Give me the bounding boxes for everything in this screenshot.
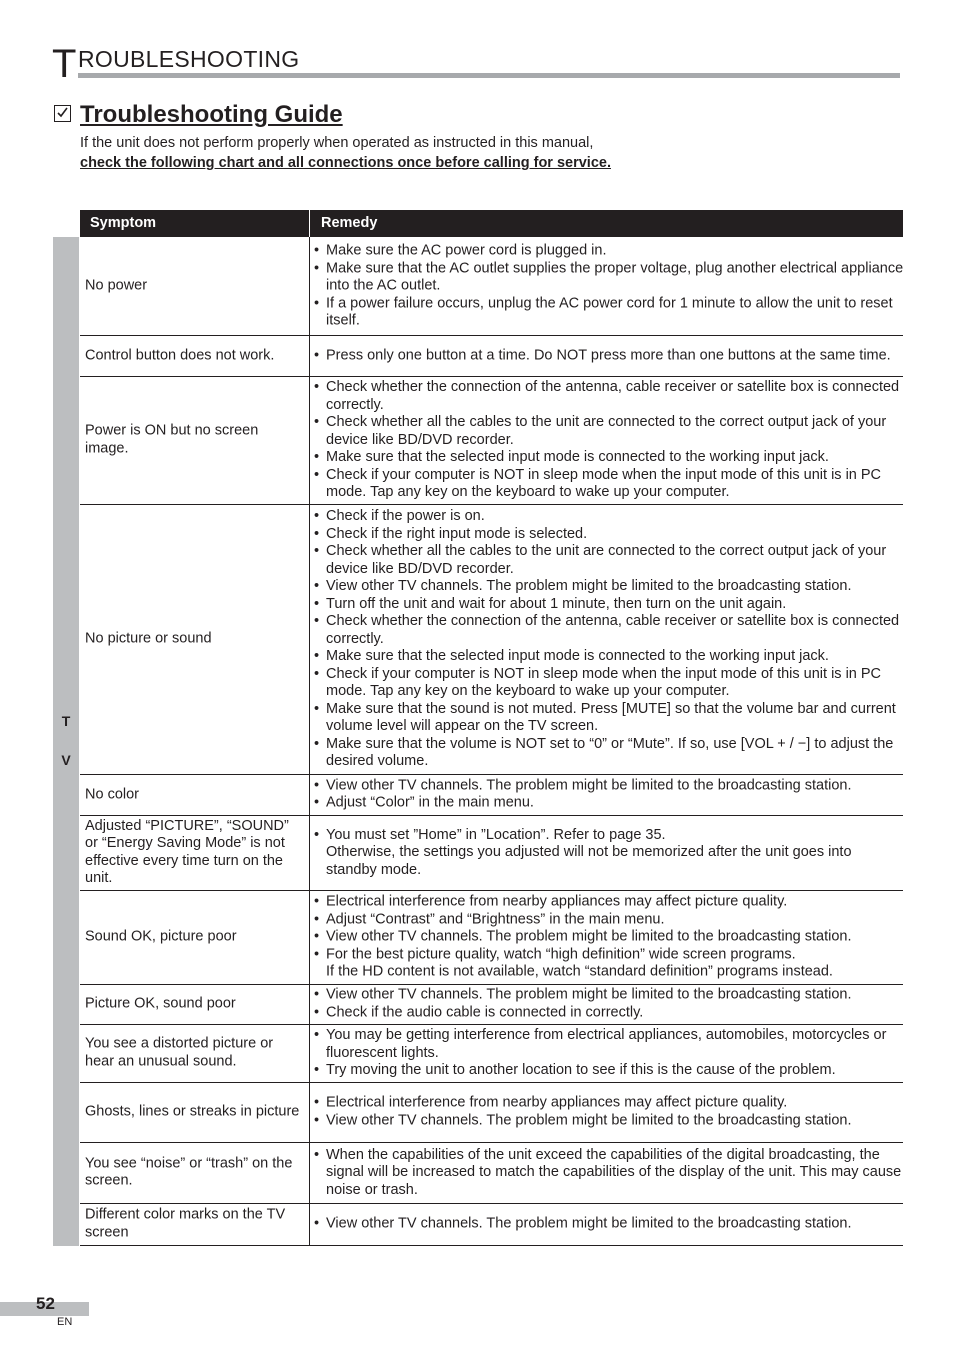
remedy-text: Adjust “Contrast” and “Brightness” in the main menu. [326,910,665,927]
remedy-item [314,613,904,648]
remedy-item [314,295,904,330]
intro-emphasis: check the following chart and all connections once before calling for service. [80,155,611,171]
bullet-icon: • [314,893,320,910]
column-divider [309,335,310,376]
remedy-item [314,379,904,414]
category-label: T [61,713,71,729]
bullet-icon: • [314,735,320,752]
remedy-text: Turn off the unit and wait for about 1 minute, then turn on the unit again. [326,595,787,612]
bullet-icon: • [314,1004,320,1020]
remedy-item [314,795,904,813]
symptom-cell: No picture or sound [85,630,212,647]
column-divider [309,890,310,984]
remedy-item [314,1095,904,1113]
bullet-icon: • [314,525,320,542]
bullet-icon: • [314,665,320,682]
table-row [80,376,903,505]
bullet-icon: • [314,826,320,843]
remedy-item [314,1062,904,1080]
remedy-text: View other TV channels. The problem might be limited to the broadcasting station. [326,777,852,793]
bullet-icon: • [314,466,320,483]
header-divider [309,210,310,237]
remedy-text: For the best picture quality, watch “high definition” wide screen programs. [326,945,796,962]
table-row [80,890,903,985]
symptom-cell: You see “noise” or “trash” on the screen. [85,1155,293,1189]
column-divider [309,774,310,815]
table-row [80,1203,903,1246]
column-divider [309,237,310,335]
bullet-icon: • [314,928,320,945]
section-header [52,44,902,84]
remedy-cell [314,242,904,330]
remedy-item [314,777,904,795]
table-row [80,1142,903,1204]
symptom-cell: You see a distorted picture or hear an unusual sound. [85,1035,274,1069]
remedy-text: Make sure that the AC outlet supplies the proper voltage, plug another electrical appliance into the AC outlet. [326,259,904,294]
table-row [80,237,903,336]
bullet-icon: • [314,612,320,629]
remedy-cell [314,1095,904,1130]
remedy-item [314,347,904,365]
symptom-cell: Control button does not work. [85,346,275,363]
bullet-icon: • [314,700,320,717]
guide-title: Troubleshooting Guide [80,101,343,128]
remedy-text: Check if your computer is NOT in sleep mode when the input mode of this unit is in PC mode. Tap any key on the keyboard to wake up your computer. [326,466,882,500]
remedy-header: Remedy [321,215,378,231]
remedy-item [314,525,904,543]
remedy-text: Check if the audio cable is connected in correctly. [326,1004,644,1020]
remedy-text: You may be getting interference from electrical appliances, automobiles, motorcycles or fluorescent lights. [326,1026,887,1061]
bullet-icon: • [314,595,320,612]
table-row [80,774,903,816]
remedy-text: Check whether all the cables to the unit are connected to the correct output jack of your device like BD/DVD recorder. [326,542,887,577]
remedy-cell [314,347,904,365]
remedy-item [314,946,904,964]
remedy-text: Try moving the unit to another location to see if this is the cause of the problem. [326,1061,836,1078]
remedy-item [314,242,904,260]
table-row [80,335,903,377]
remedy-text: Check whether the connection of the antenna, cable receiver or satellite box is connected correctly. [326,378,900,413]
header-title: ROUBLESHOOTING [78,46,300,72]
symptom-header: Symptom [90,215,157,231]
remedy-text: Otherwise, the settings you adjusted will not be memorized after the unit goes into standby mode. [326,843,852,878]
remedy-item [314,260,904,295]
remedy-item [314,893,904,911]
header-initial: T [52,42,77,86]
remedy-cell [314,777,904,812]
bullet-icon: • [314,346,320,363]
remedy-text: If the HD content is not available, watch “standard definition” programs instead. [326,963,833,980]
bullet-icon: • [314,1146,320,1163]
remedy-cell [314,826,904,879]
table-row [80,1024,903,1083]
language-label: EN [57,1316,73,1328]
remedy-item [314,414,904,449]
category-label: V [61,752,71,768]
remedy-text: Make sure that the selected input mode is connected to the working input jack. [326,647,829,664]
checkbox-icon [54,105,71,122]
remedy-item [314,1146,904,1199]
remedy-item [314,578,904,596]
symptom-cell: Ghosts, lines or streaks in picture [85,1103,300,1120]
remedy-item [314,449,904,467]
column-divider [309,1024,310,1082]
column-divider [309,815,310,890]
category-sidebar [53,237,79,1246]
remedy-item [314,543,904,578]
remedy-text: View other TV channels. The problem might be limited to the broadcasting station. [326,577,852,594]
bullet-icon: • [314,986,320,1003]
page-number: 52 [36,1294,55,1313]
remedy-text: When the capabilities of the unit exceed the capabilities of the digital broadcasting, the signal will be increased to match the capabilities of the display of the unit. This may cause noise or trash. [326,1146,902,1198]
remedy-cell [314,893,904,981]
remedy-cell [314,508,904,771]
remedy-item [314,595,904,613]
remedy-cell [314,1146,904,1199]
remedy-item [314,466,904,501]
bullet-icon: • [314,794,320,811]
bullet-icon: • [314,542,320,559]
remedy-cell [314,379,904,502]
remedy-item [314,844,904,879]
bullet-icon: • [314,242,320,259]
column-divider [309,504,310,774]
bullet-icon: • [314,945,320,962]
remedy-item [314,1027,904,1062]
bullet-icon: • [314,507,320,524]
remedy-item [314,1112,904,1130]
remedy-text: Electrical interference from nearby appliances may affect picture quality. [326,1094,788,1111]
bullet-icon: • [314,1061,320,1078]
remedy-text: Check whether all the cables to the unit are connected to the correct output jack of your device like BD/DVD recorder. [326,413,887,448]
header-rule [78,73,900,78]
remedy-text: Electrical interference from nearby appliances may affect picture quality. [326,893,788,910]
table-row [80,984,903,1025]
remedy-item [314,665,904,700]
remedy-text: View other TV channels. The problem might be limited to the broadcasting station. [326,986,852,1003]
remedy-text: Check if the power is on. [326,507,485,524]
remedy-item [314,928,904,946]
column-divider [309,1203,310,1245]
remedy-text: Adjust “Color” in the main menu. [326,794,534,811]
remedy-text: Make sure that the volume is NOT set to “0” or “Mute”. If so, use [VOL + / −] to adjust the desired volume. [326,735,894,769]
remedy-text: Press only one button at a time. Do NOT press more than one buttons at the same time. [326,346,891,363]
remedy-item [314,911,904,929]
bullet-icon: • [314,1026,320,1043]
table-row [80,815,903,891]
column-divider [309,1142,310,1203]
remedy-text: View other TV channels. The problem might be limited to the broadcasting station. [326,928,852,945]
bullet-icon: • [314,647,320,664]
remedy-text: Make sure that the selected input mode is connected to the working input jack. [326,448,829,465]
remedy-cell [314,1027,904,1080]
table-row [80,1082,903,1143]
symptom-cell: No color [85,785,139,802]
remedy-item [314,963,904,981]
remedy-item [314,987,904,1005]
remedy-text: Make sure the AC power cord is plugged in. [326,242,607,259]
column-divider [309,376,310,504]
remedy-item [314,1215,904,1233]
column-divider [309,984,310,1024]
remedy-text: Check whether the connection of the antenna, cable receiver or satellite box is connected correctly. [326,612,900,647]
bullet-icon: • [314,1094,320,1111]
bullet-icon: • [314,378,320,395]
column-divider [309,1082,310,1142]
remedy-item [314,826,904,844]
intro-text: If the unit does not perform properly when operated as instructed in this manual, [80,135,594,151]
bullet-icon: • [314,294,320,311]
table-header [80,210,903,237]
remedy-item [314,700,904,735]
table-row [80,504,903,775]
remedy-cell [314,1215,904,1233]
remedy-item [314,735,904,770]
remedy-item [314,508,904,526]
symptom-cell: Power is ON but no screen image. [85,422,259,456]
remedy-item [314,1004,904,1022]
bullet-icon: • [314,259,320,276]
remedy-text: Make sure that the sound is not muted. Press [MUTE] so that the volume bar and current volume level will appear on the TV screen. [326,700,896,734]
remedy-cell [314,987,904,1022]
remedy-text: View other TV channels. The problem might be limited to the broadcasting station. [326,1215,852,1232]
bullet-icon: • [314,777,320,793]
symptom-cell: Picture OK, sound poor [85,995,236,1012]
symptom-cell: No power [85,277,148,294]
bullet-icon: • [314,910,320,927]
remedy-text: Check if the right input mode is selected. [326,525,588,542]
symptom-cell: Adjusted “PICTURE”, “SOUND” or “Energy Saving Mode” is not effective every time turn on the unit. [85,817,289,886]
bullet-icon: • [314,413,320,430]
symptom-cell: Different color marks on the TV screen [85,1206,286,1240]
remedy-item [314,648,904,666]
bullet-icon: • [314,448,320,465]
remedy-text: Check if your computer is NOT in sleep mode when the input mode of this unit is in PC mode. Tap any key on the keyboard to wake up your computer. [326,665,882,699]
bullet-icon: • [314,1215,320,1232]
bullet-icon: • [314,1112,320,1128]
symptom-cell: Sound OK, picture poor [85,928,237,945]
remedy-text: You must set ”Home” in ”Location”. Refer to page 35. [326,826,666,843]
remedy-text: If a power failure occurs, unplug the AC power cord for 1 minute to allow the unit to reset itself. [326,294,893,329]
bullet-icon: • [314,577,320,594]
remedy-text: View other TV channels. The problem might be limited to the broadcasting station. [326,1112,852,1128]
